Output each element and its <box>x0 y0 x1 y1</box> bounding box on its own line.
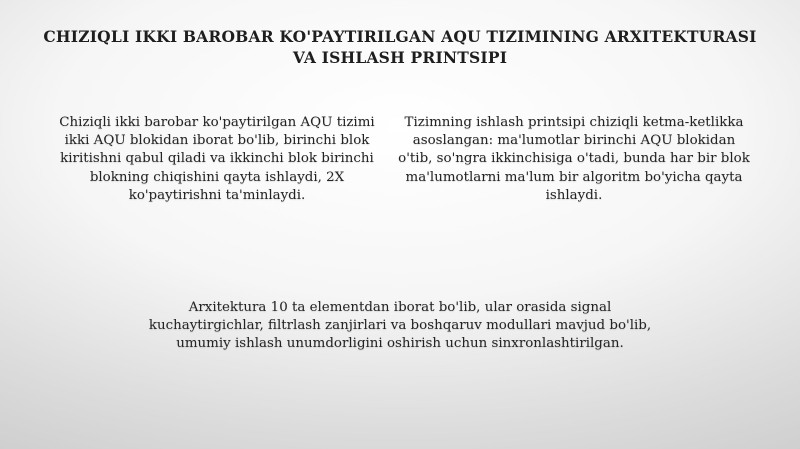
bottom-text-block: Arxitektura 10 ta elementdan iborat bo'lib, ular orasida signal kuchaytirgichlar, filtrlash zanjirlari va boshqaruv modullari mavjud bo'lib, umumiy ishlash unumdorligini oshirish uchun sinxronlashtirilgan. <box>148 300 652 352</box>
right-text-block: Tizimning ishlash printsipi chiziqli ketma-ketlikka asoslangan: ma'lumotlar birinchi AQU blokidan o'tib, so'ngra ikkinchisiga o'tadi, bunda har bir blok ma'lumotlarni ma'lum bir algoritm bo'yicha qayta ishlaydi. <box>398 115 750 203</box>
slide-title: CHIZIQLI IKKI BAROBAR KO'PAYTIRILGAN AQU TIZIMINING ARXITEKTURASI VA ISHLASH PRINTSIPI <box>43 27 757 67</box>
left-text-block: Chiziqli ikki barobar ko'paytirilgan AQU tizimi ikki AQU blokidan iborat bo'lib, birinchi blok kiritishni qabul qiladi va ikkinchi blok birinchi blokning chiqishini qayta ishlaydi, 2X ko'paytirishni ta'minlaydi. <box>59 115 375 203</box>
